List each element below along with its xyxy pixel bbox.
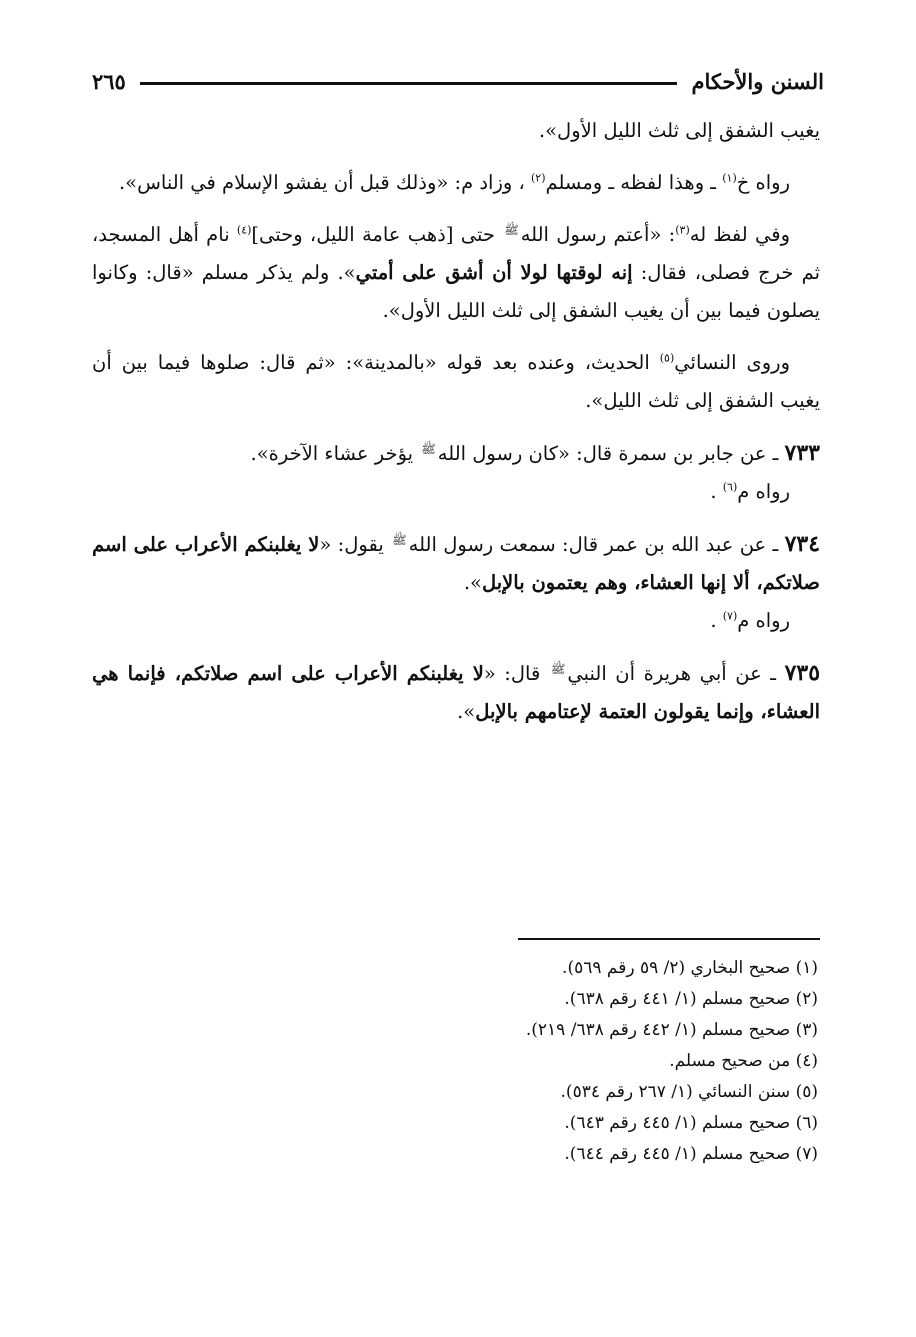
hadith-735 <box>92 654 820 731</box>
footnote-item: (٣) صحيح مسلم (١/ ٤٤٢ رقم ٦٣٨/ ٢١٩). <box>525 1020 818 1040</box>
paragraph-text: حتى [ذهب عامة الليل، وحتى] <box>251 223 503 246</box>
paragraph-text: يغيب الشفق إلى ثلث الليل الأول». <box>538 119 820 142</box>
hadith-number: ٧٣٤ <box>784 531 821 557</box>
paragraph-text: رواه خ <box>736 171 790 194</box>
paragraph-text: : «أعتم رسول الله <box>520 223 676 246</box>
footnote-ref: (٥) <box>659 351 675 365</box>
paragraph-text: ـ عن أبي هريرة أن النبي <box>567 662 785 685</box>
salla-icon: ﷺ <box>392 532 407 547</box>
salla-icon: ﷺ <box>504 222 519 237</box>
riwaya-text: رواه م <box>737 609 790 632</box>
paragraph-text: يؤخر عشاء الآخرة». <box>250 442 420 465</box>
paragraph-riwaya <box>92 164 820 202</box>
footnote-ref: (٣) <box>675 223 690 237</box>
paragraph-text: الحديث، وعنده بعد قوله «بالمدينة»: «ثم قال: صلوها فيما بين أن يغيب الشفق إلى ثلث الليل». <box>92 351 820 412</box>
footnote-ref: (١) <box>722 171 737 185</box>
footnote-item: (٥) سنن النسائي (١/ ٢٦٧ رقم ٥٣٤). <box>560 1082 818 1102</box>
hadith-733 <box>92 434 820 511</box>
footnote-rule <box>518 938 820 940</box>
hadith-number: ٧٣٥ <box>784 660 821 686</box>
page-number: ٢٦٥ <box>92 68 126 94</box>
hadith-matn: إنه لوقتها لولا أن أشق على أمتي <box>355 261 633 284</box>
hadith-matn: لا يغلبنكم الأعراب على اسم صلاتكم، فإنما هي العشاء، وإنما يقولون العتمة لإعتامهم بالإبل <box>92 662 820 723</box>
paragraph-text: ». <box>463 571 482 594</box>
hadith-matn: لا يغلبنكم الأعراب على اسم صلاتكم، ألا إنها العشاء، وهم يعتمون بالإبل <box>92 533 820 594</box>
paragraph-lafz <box>92 216 820 330</box>
footnote-item: (٤) من صحيح مسلم. <box>669 1051 818 1071</box>
footnote-ref: (٧) <box>722 609 738 623</box>
paragraph-text: . <box>710 609 723 632</box>
footnote-ref: (٢) <box>530 171 546 185</box>
footnote-item: (٧) صحيح مسلم (١/ ٤٤٥ رقم ٦٤٤). <box>564 1144 818 1164</box>
footnotes <box>300 953 818 1170</box>
paragraph-text: قال: « <box>483 662 549 685</box>
hadith-734 <box>92 525 820 640</box>
footnote-item: (١) صحيح البخاري (٢/ ٥٩ رقم ٥٦٩). <box>562 958 818 978</box>
paragraph-text: ». <box>457 700 476 723</box>
riwaya-text: رواه م <box>737 480 790 503</box>
paragraph-text: نام أهل المسجد، ثم خرج فصلى، فقال: <box>92 223 820 284</box>
footnote-item: (٢) صحيح مسلم (١/ ٤٤١ رقم ٦٣٨). <box>564 989 818 1009</box>
paragraph-text: ـ عن عبد الله بن عمر قال: سمعت رسول الله <box>408 533 785 556</box>
paragraph-text: وفي لفظ له <box>689 223 791 246</box>
paragraph-nasai <box>92 344 820 420</box>
running-title: السنن والأحكام <box>691 68 824 94</box>
salla-icon: ﷺ <box>421 441 436 456</box>
page-header <box>92 62 824 100</box>
footnote-item: (٦) صحيح مسلم (١/ ٤٤٥ رقم ٦٤٣). <box>564 1113 818 1133</box>
paragraph-continuation <box>92 112 820 150</box>
paragraph-text: وروى النسائي <box>674 351 790 374</box>
paragraph-text: يقول: « <box>319 533 391 556</box>
body-text <box>92 112 820 731</box>
header-rule <box>140 82 678 85</box>
paragraph-text: . <box>710 480 723 503</box>
hadith-number: ٧٣٣ <box>784 440 820 466</box>
paragraph-text: ـ وهذا لفظه ـ ومسلم <box>545 171 723 194</box>
footnote-ref: (٤) <box>236 223 252 237</box>
paragraph-text: ـ عن جابر بن سمرة قال: «كان رسول الله <box>437 442 785 465</box>
paragraph-text: ». ولم يذكر مسلم «قال: وكانوا يصلون فيما بين أن يغيب الشفق إلى ثلث الليل الأول». <box>92 261 820 322</box>
salla-icon: ﷺ <box>550 661 566 676</box>
footnote-ref: (٦) <box>722 480 738 494</box>
paragraph-text: ، وزاد م: «وذلك قبل أن يفشو الإسلام في الناس». <box>118 171 531 194</box>
